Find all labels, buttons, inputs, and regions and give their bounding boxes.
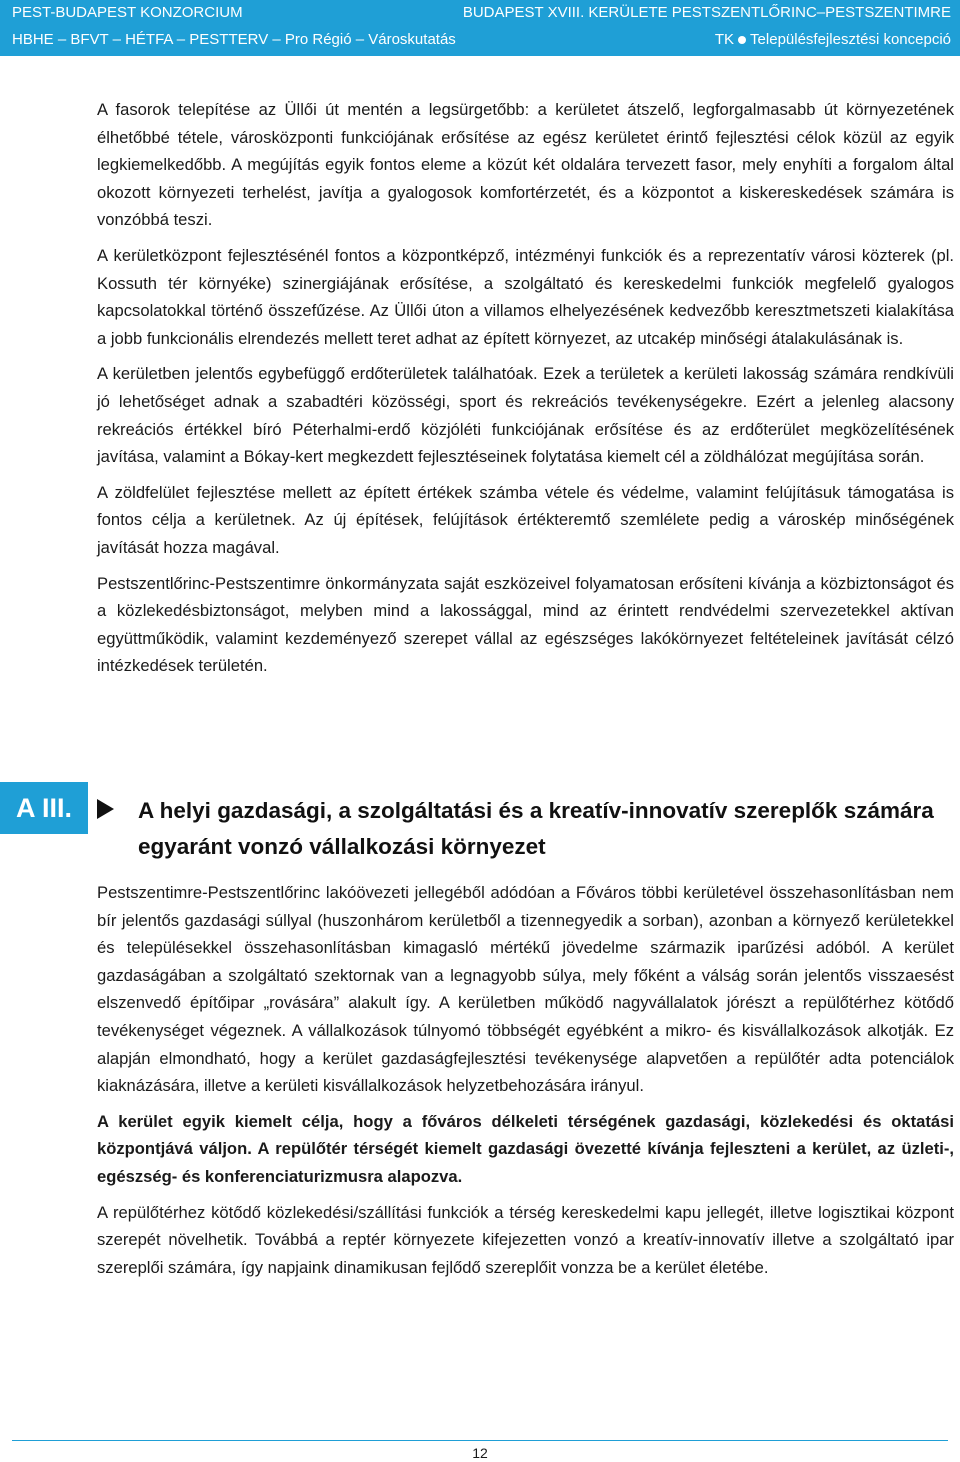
paragraph: A kerületben jelentős egybefüggő erdőterületek találhatóak. Ezek a területek a kerületi lakosság számára rendkívüli jó lehetőséget adnak a szabadtéri közösségi, sport és rekreációs tevékenységekre. Ezért a jelenleg alacsony rekreációs értékkel bíró Péterhalmi-erdő közjóléti funkciójának erősítése és az erdőterület megközelítésének javítása, valamint a Bókay-kert megkezdett fejlesztéseinek folytatása kiemelt cél a zöldhálózat megújítása során.	[97, 364, 954, 467]
header-district: BUDAPEST XVIII. KERÜLETE PESTSZENTLŐRINC–PESTSZENTIMRE	[462, 4, 951, 21]
paragraph: A fasorok telepítése az Üllői út mentén a legsürgetőbb: a kerületet átszelő, legforgalmasabb út környezetének élhetőbbé tétele, városközponti funkciójának erősítése az egész kerületet érintő fejlesztési célok közül az egyik legkiemelkedőbb. A megújítás egyik fontos eleme a közút két oldalára tervezett fasor, mely enyhíti a forgalom által okozott környezeti terhelést, javítja a gyalogosok komfortérzetét, és a központot a kiskereskedések számára is vonzóbbá teszi.	[97, 100, 954, 230]
section-title: A helyi gazdasági, a szolgáltatási és a kreatív-innovatív szereplők számára egyaránt vonzó vállalkozási környezet	[138, 798, 934, 859]
bullet-dot-icon	[738, 36, 746, 44]
page-number: 12	[472, 1445, 488, 1461]
header-consortium: PEST-BUDAPEST KONZORCIUM	[12, 4, 243, 21]
paragraph: Pestszentlőrinc-Pestszentimre önkormányzata saját eszközeivel folyamatosan erősíteni kívánja a közbiztonságot és a közlekedésbiztonságot, melyben mind a lakossággal, mind az érintett rendvédelmi szervezetekkel aktívan együttműködik, valamint kezdeményező szerepet vállal az egészséges lakókörnyezet feltételeinek javítását célzó intézkedések területén.	[97, 573, 954, 676]
header-document-type	[715, 31, 951, 49]
body-text-bottom	[97, 879, 954, 1289]
footer-divider	[12, 1440, 948, 1441]
body-text-top	[97, 96, 954, 688]
paragraph: A zöldfelület fejlesztése mellett az épített értékek számba vétele és védelme, valamint felújításuk támogatása is fontos célja a kerületnek. Az új építések, felújítások értékteremtő szemlélete pedig a városkép minőségének javítását hozza magával.	[97, 482, 954, 557]
page-header	[0, 0, 960, 56]
header-concept: Településfejlesztési koncepció	[750, 31, 951, 48]
paragraph: Pestszentimre-Pestszentlőrinc lakóövezeti jellegéből adódóan a Főváros többi kerületével összehasonlításban nem bír jelentős gazdasági súllyal (huszonhárom kerületből a tizennegyedik a sorban), azonban a környező kerületekkel és településekkel összehasonlításban kimagasló mértékű jövedelme származik iparűzési adóból. A kerület gazdaságában a szolgáltató szektornak van a legnagyobb súlya, mely főként a válság során jelentős visszaesést elszenvedő építőipar „rovására” alakult így. A kerületben működő nagyvállalatok jórészt a repülőtérhez kötődő tevékenységet végeznek. A vállalkozások túlnyomó többségét egyébként a mikro- és kisvállalkozások alkotják. Ez alapján elmondható, hogy a kerület gazdaságfejlesztési tevékenysége alapvetően a repülőtér adta potenciálok kiaknázására, illetve a kerületi kisvállalkozások helyzetbehozására irányul.	[97, 883, 954, 1096]
triangle-bullet-icon	[97, 799, 114, 819]
header-partners: HBHE – BFVT – HÉTFA – PESTTERV – Pro Régió – Városkutatás	[12, 31, 456, 48]
header-tk: TK	[714, 31, 735, 48]
paragraph: A repülőtérhez kötődő közlekedési/szállítási funkciók a térség kereskedelmi kapu jellegét, illetve logisztikai központ szerepét növelhetik. Továbbá a reptér környezete kifejezetten vonzó a kreatív-innovatív illetve a szolgáltató ipar szereplői számára, így napjaink dinamikusan fejlődő szereplőit vonzza be a kerület életébe.	[97, 1202, 954, 1277]
chapter-badge: A III.	[0, 782, 88, 834]
paragraph-bold: A kerület egyik kiemelt célja, hogy a főváros délkeleti térségének gazdasági, közlekedési és oktatási központjává váljon. A repülőtér térségét kiemelt gazdasági övezetté kívánja fejleszteni a kerület, az üzleti-, egészség- és konferenciaturizmusra alapozva.	[97, 1111, 954, 1186]
paragraph: A kerületközpont fejlesztésénél fontos a központképző, intézményi funkciók és a reprezentatív városi közterek (pl. Kossuth tér környéke) szinergiájának erősítése, a szolgáltató és kereskedelmi funkciók megfelelő gyalogos kapcsolatokkal történő összefűzése. Az Üllői úton a villamos elhelyezésének kedvezőbb keresztmetszeti kialakítása a jobb funkcionális elrendezés mellett teret adhat az épített környezet, az utcakép minőségi átalakulásának is.	[97, 245, 954, 348]
